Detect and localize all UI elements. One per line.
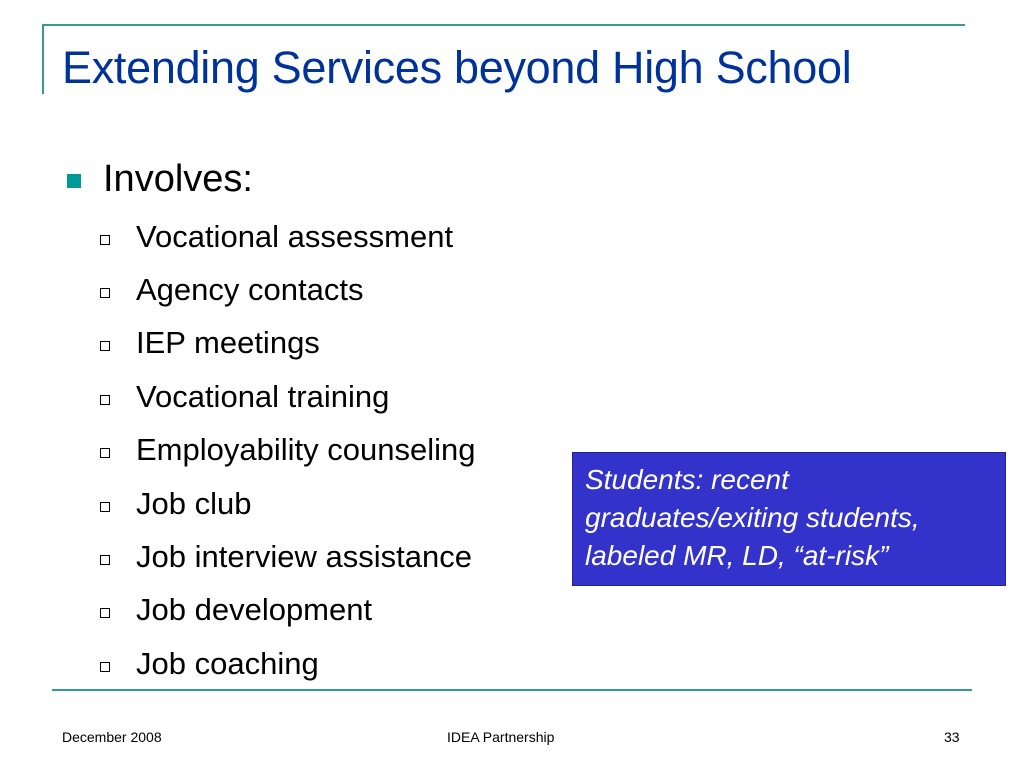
callout-text: Students: recent graduates/exiting students, labeled MR, LD, “at-risk” [585,464,920,571]
sub-bullet-text: IEP meetings [136,325,320,361]
sub-bullet-text: Agency contacts [136,272,364,308]
list-item [100,317,475,370]
hollow-square-icon [100,555,110,565]
footer-organization: IDEA Partnership [447,729,555,745]
list-item [100,210,475,263]
footer-date: December 2008 [62,729,162,745]
sub-bullet-text: Job interview assistance [136,539,472,575]
hollow-square-icon [100,288,110,298]
sub-bullet-text: Vocational assessment [136,218,454,254]
slide-title: Extending Services beyond High School [62,42,852,93]
list-item [100,637,475,690]
list-item [100,424,475,477]
main-bullet [67,154,253,204]
callout-box [572,452,1006,586]
sub-bullet-text: Job development [136,592,373,628]
filled-square-icon [67,174,81,188]
sub-bullet-text: Job club [136,485,252,521]
title-frame-left-line [42,24,44,94]
list-item [100,263,475,316]
list-item [100,370,475,423]
list-item [100,477,475,530]
main-bullet-text: Involves: [103,158,253,200]
hollow-square-icon [100,235,110,245]
sub-bullet-text: Employability counseling [136,432,476,468]
hollow-square-icon [100,341,110,351]
list-item [100,530,475,583]
hollow-square-icon [100,608,110,618]
sub-bullet-list [100,210,475,691]
sub-bullet-text: Vocational training [136,378,390,414]
hollow-square-icon [100,395,110,405]
sub-bullet-text: Job coaching [136,645,319,681]
footer-page-number: 33 [944,729,960,745]
hollow-square-icon [100,502,110,512]
hollow-square-icon [100,448,110,458]
hollow-square-icon [100,662,110,672]
footer-divider-line [52,689,972,691]
title-frame-top-line [42,24,965,26]
list-item [100,584,475,637]
